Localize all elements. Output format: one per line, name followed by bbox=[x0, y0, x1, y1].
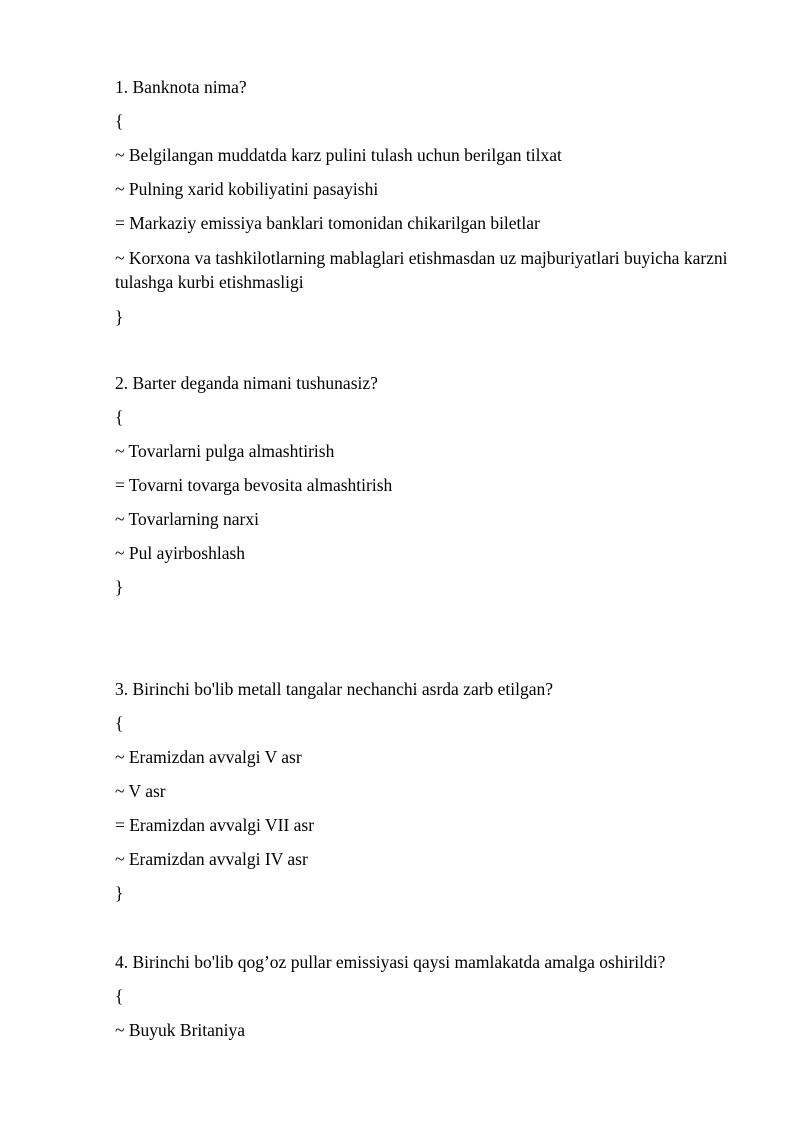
answer-option: ~ V asr bbox=[115, 781, 166, 801]
question-text: 1. Banknota nima? bbox=[115, 77, 247, 97]
open-brace: { bbox=[115, 407, 124, 427]
answer-option: ~ Tovarlarni pulga almashtirish bbox=[115, 441, 335, 461]
question-text: 4. Birinchi bo'lib qog’oz pullar emissiyasi qaysi mamlakatda amalga oshirildi? bbox=[115, 952, 666, 972]
answer-option-correct: = Eramizdan avvalgi VII asr bbox=[115, 815, 315, 835]
answer-option-correct: = Tovarni tovarga bevosita almashtirish bbox=[115, 475, 393, 495]
question-block-4 bbox=[115, 951, 735, 1053]
open-brace: { bbox=[115, 986, 124, 1006]
answer-option: ~ Pulning xarid kobiliyatini pasayishi bbox=[115, 179, 379, 199]
close-brace: } bbox=[115, 883, 124, 903]
answer-option: ~ Belgilangan muddatda karz pulini tulash uchun berilgan tilxat bbox=[115, 145, 562, 165]
close-brace: } bbox=[115, 577, 124, 597]
answer-option: ~ Eramizdan avvalgi V asr bbox=[115, 747, 302, 767]
answer-option-correct: = Markaziy emissiya banklari tomonidan chikarilgan biletlar bbox=[115, 213, 540, 233]
answer-option: ~ Buyuk Britaniya bbox=[115, 1020, 246, 1040]
open-brace: { bbox=[115, 713, 124, 733]
answer-option: ~ Pul ayirboshlash bbox=[115, 543, 246, 563]
answer-option: ~ Eramizdan avvalgi IV asr bbox=[115, 849, 308, 869]
question-block-3 bbox=[115, 678, 735, 916]
close-brace: } bbox=[115, 307, 124, 327]
question-block-1 bbox=[115, 76, 735, 340]
open-brace: { bbox=[115, 111, 124, 131]
question-text: 2. Barter deganda nimani tushunasiz? bbox=[115, 373, 378, 393]
question-text: 3. Birinchi bo'lib metall tangalar nechanchi asrda zarb etilgan? bbox=[115, 679, 554, 699]
question-block-2 bbox=[115, 372, 735, 610]
answer-option: ~ Korxona va tashkilotlarning mablaglari etishmasdan uz majburiyatlari buyicha karzni tulashga kurbi etishmasligi bbox=[115, 248, 728, 292]
answer-option: ~ Tovarlarning narxi bbox=[115, 509, 259, 529]
